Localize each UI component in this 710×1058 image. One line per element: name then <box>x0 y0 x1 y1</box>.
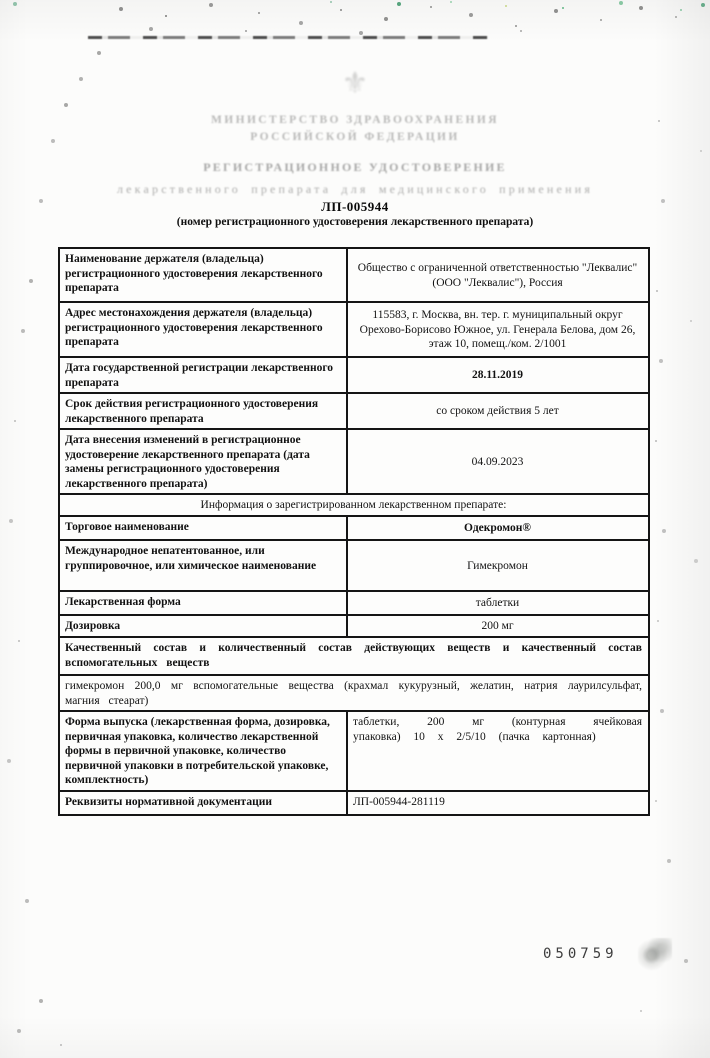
ministry-line2: РОССИЙСКОЙ ФЕДЕРАЦИИ <box>250 131 460 143</box>
table-row <box>60 592 648 616</box>
row-label-holder-name: Наименование держателя (владельца) регистрационного удостоверения лекарственного препарата <box>60 249 348 301</box>
row-composition-details: гимекромон 200,0 мг вспомогательные вещества (крахмал кукурузный, желатин, натрия лаурилсульфат, магния стеарат) <box>65 680 642 707</box>
row-value-holder-name: Общество с ограниченной ответственностью "Леквалис" (ООО "Леквалис"), Россия <box>357 262 638 289</box>
registration-number: ЛП-005944 <box>321 199 389 214</box>
row-label-registration-date: Дата государственной регистрации лекарственного препарата <box>60 358 348 392</box>
ink-smudge-mark <box>638 938 672 972</box>
row-value-inn: Гимекромон <box>467 559 528 572</box>
table-row-section-header <box>60 638 648 676</box>
ministry-line1: МИНИСТЕРСТВО ЗДРАВООХРАНЕНИЯ <box>211 114 499 126</box>
coat-of-arms-emblem: ⚜ <box>341 67 369 100</box>
table-row <box>60 430 648 495</box>
section-header-composition: Качественный состав и количественный состав действующих веществ и качественный состав вспомогательных веществ <box>65 642 642 669</box>
table-row <box>60 616 648 638</box>
row-label-release-form: Форма выпуска (лекарственная форма, дозировка, первичная упаковка, количество лекарственной формы в первичной упаковке, количество первичной упаковки в потребительской упаковке, комплектность) <box>60 712 348 790</box>
row-value-release-form: таблетки, 200 мг (контурная ячейковая упаковка) 10 х 2/5/10 (пачка картонная) <box>353 716 642 743</box>
table-row <box>60 541 648 592</box>
row-label-trade-name: Торговое наименование <box>60 517 348 539</box>
ministry-name <box>105 112 605 146</box>
section-header-registered-drug-info: Информация о зарегистрированном лекарственном препарате: <box>200 499 507 511</box>
row-value-dosage: 200 мг <box>481 620 514 633</box>
document-subtitle: лекарственного препарата для медицинского применения <box>116 182 594 196</box>
row-label-dosage-form: Лекарственная форма <box>60 592 348 614</box>
table-row-section-header <box>60 495 648 517</box>
row-label-inn: Международное непатентованное, или группировочное, или химическое наименование <box>60 541 348 590</box>
table-row <box>60 303 648 358</box>
row-value-trade-name: Одекромон® <box>464 522 531 535</box>
row-value-dosage-form: таблетки <box>475 597 520 610</box>
row-value-registration-date: 28.11.2019 <box>471 369 524 382</box>
table-row <box>60 358 648 394</box>
row-label-validity-period: Срок действия регистрационного удостоверения лекарственного препарата <box>60 394 348 428</box>
row-label-normative-docs: Реквизиты нормативной документации <box>60 792 348 814</box>
registration-number-caption: (номер регистрационного удостоверения лекарственного препарата) <box>176 216 534 228</box>
registration-details-table <box>58 247 650 816</box>
table-row <box>60 517 648 541</box>
row-value-amendment-date: 04.09.2023 <box>471 455 524 468</box>
row-value-validity-period: со сроком действия 5 лет <box>436 405 559 418</box>
document-title: РЕГИСТРАЦИОННОЕ УДОСТОВЕРЕНИЕ <box>203 160 507 174</box>
table-row <box>60 394 648 430</box>
table-row <box>60 249 648 303</box>
row-label-amendment-date: Дата внесения изменений в регистрационное удостоверение лекарственного препарата (дата замены регистрационного удостоверения лекарственного препарата) <box>60 430 348 493</box>
table-row <box>60 712 648 792</box>
page-stamp-number: 050759 <box>543 946 618 962</box>
table-row <box>60 676 648 712</box>
row-label-dosage: Дозировка <box>60 616 348 636</box>
row-value-holder-address: 115583, г. Москва, вн. тер. г. муниципальный округ Орехово-Борисово Южное, ул. Генерала Белова, дом 26, этаж 10, помещ./ком. 2/1001 <box>359 309 636 351</box>
row-value-normative-docs: ЛП-005944-281119 <box>353 795 445 808</box>
table-row <box>60 792 648 814</box>
row-label-holder-address: Адрес местонахождения держателя (владельца) регистрационного удостоверения лекарственного препарата <box>60 303 348 356</box>
